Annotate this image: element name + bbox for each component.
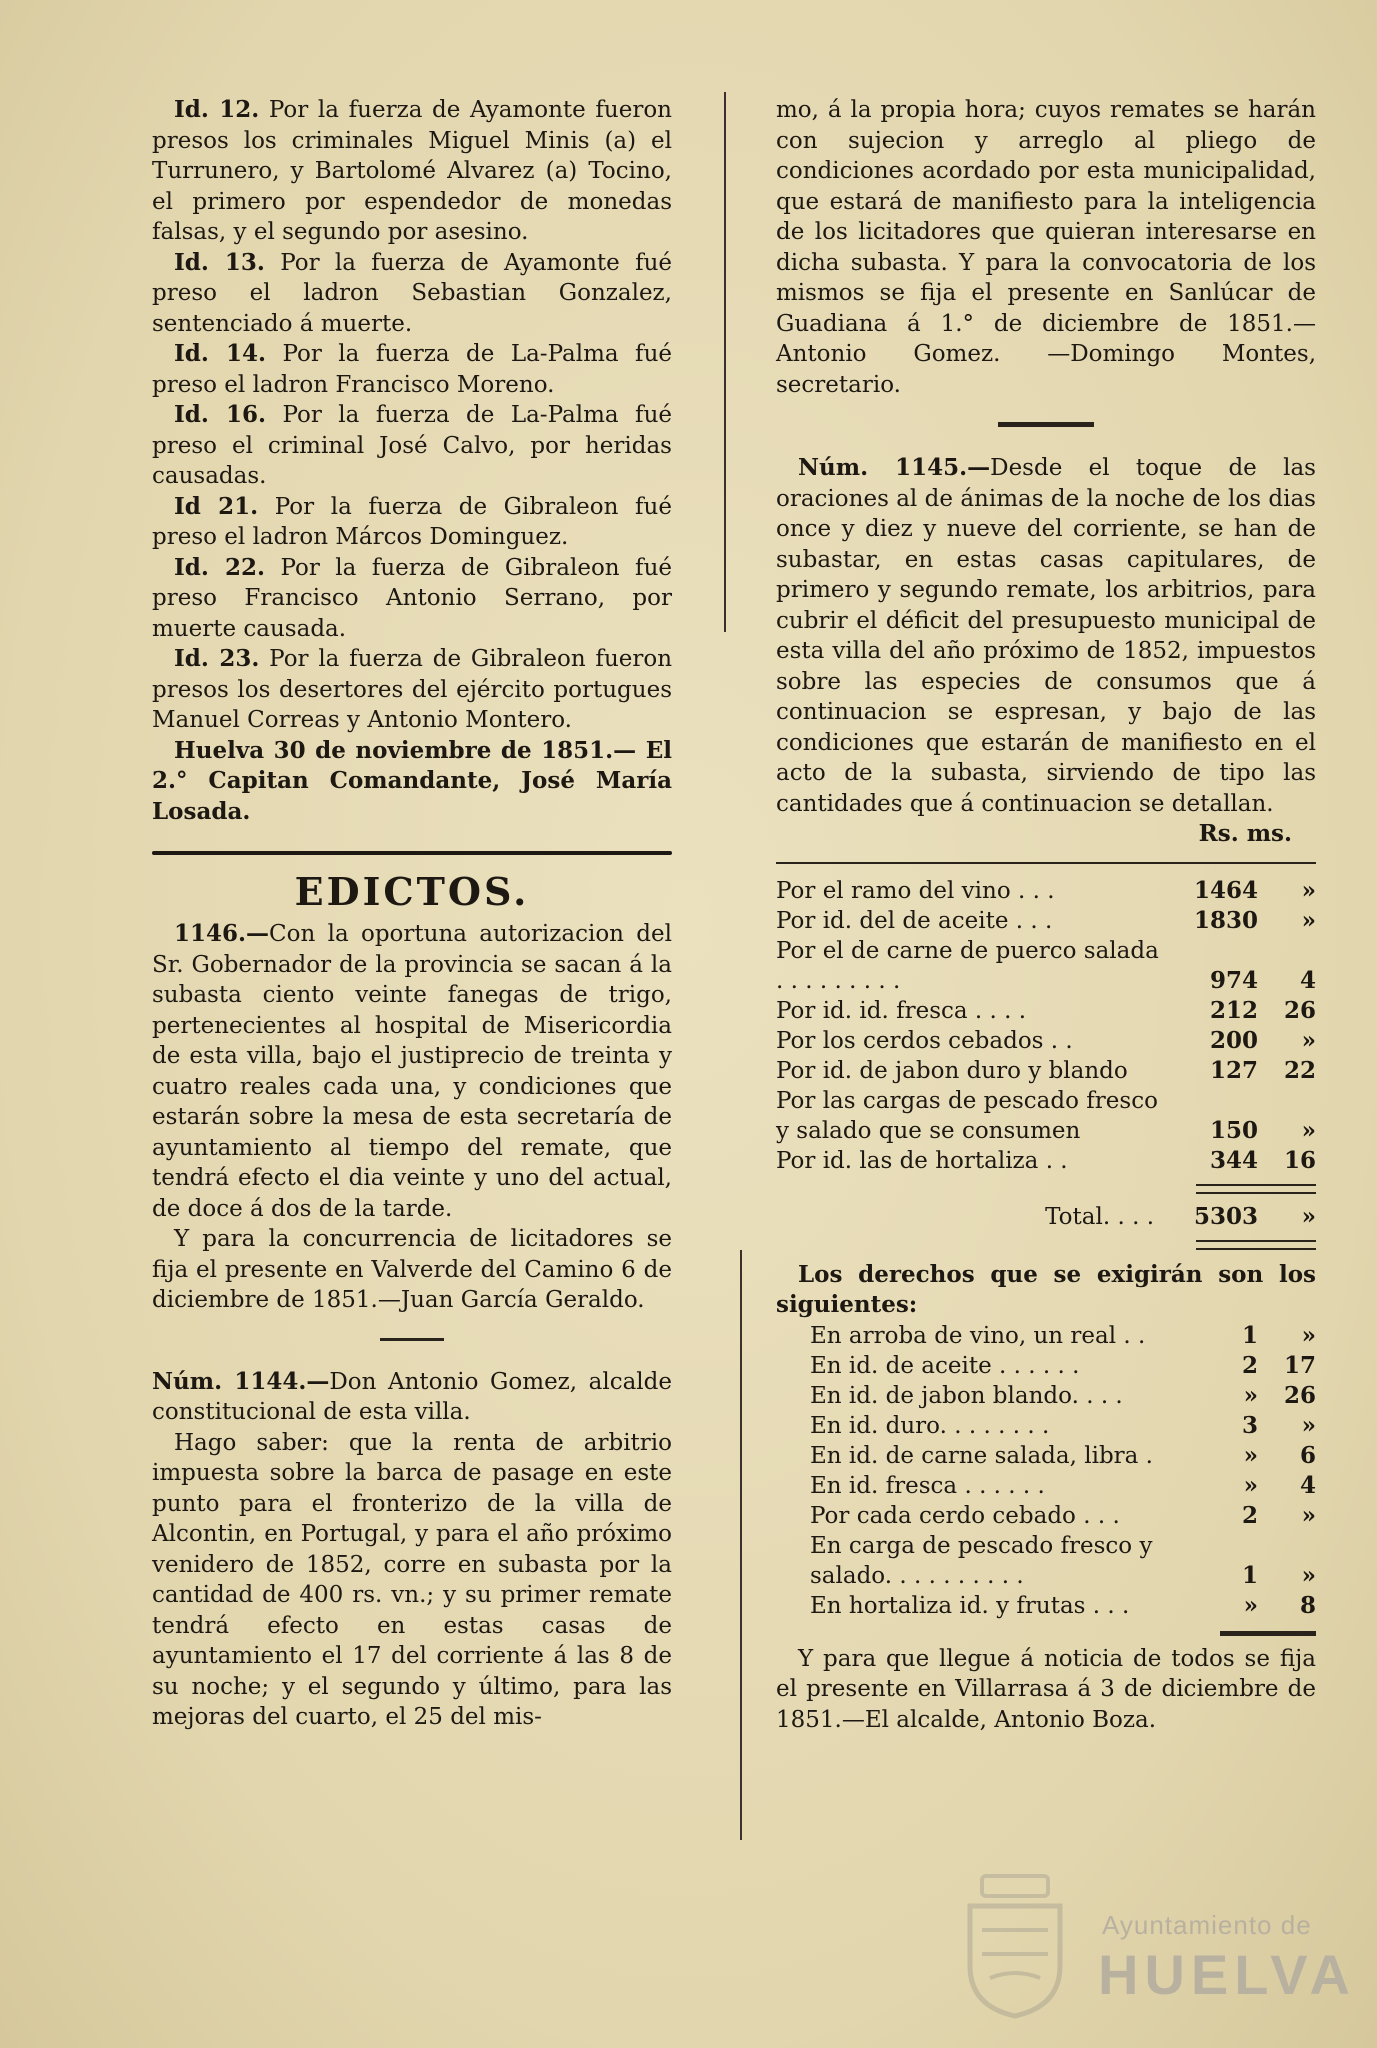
row-label: Por el de carne de puerco salada . . . . . . . . . — [776, 937, 1159, 994]
derecho-row — [776, 1471, 1316, 1501]
row-maravedis: 16 — [1283, 1146, 1316, 1174]
row-maravedis: » — [1301, 1411, 1316, 1439]
row-reales: 212 — [1209, 996, 1258, 1024]
arbitrio-row — [776, 996, 1316, 1026]
row-maravedis: 4 — [1299, 1471, 1316, 1499]
entry-text: Por la fuerza de La-Palma fué preso el criminal José Calvo, por heridas causadas. — [152, 402, 672, 489]
column-divider — [724, 92, 726, 632]
row-label: Por id. de jabon duro y blando — [776, 1057, 1128, 1084]
row-reales: » — [1243, 1381, 1258, 1409]
row-reales: 127 — [1209, 1056, 1258, 1084]
entry-paragraph — [152, 553, 672, 645]
edicto-number: Núm. 1144.— — [152, 1367, 330, 1395]
derecho-row — [776, 1411, 1316, 1441]
entry-paragraph — [152, 248, 672, 340]
separator-rule — [998, 422, 1094, 427]
arbitrios-table — [776, 876, 1316, 1176]
entry-text: Por la fuerza de Gibraleon fué preso Francisco Antonio Serrano, por muerte causada. — [152, 554, 672, 642]
edicto-1146 — [152, 919, 672, 1224]
coat-of-arms-icon — [960, 1870, 1070, 2020]
row-reales: 2 — [1241, 1501, 1258, 1529]
edicto-text: Desde el toque de las oraciones al de ánimas de la noche de los dias once y diez y nueve del corriente, se han de subastar, en estas casas capitulares, de primero y segundo remate, los arbitrios, para cubrir el déficit del presupuesto municipal de esta villa del año próximo de 1852, impuestos sobre las especies de consumos que á continuacion se espresan, y bajo de las condiciones que estarán de manifiesto en el acto de la subasta, sirviendo de tipo las cantidades que á continuacion se detallan. — [776, 455, 1316, 817]
total-rule — [1196, 1240, 1316, 1250]
arbitrio-row — [776, 1146, 1316, 1176]
arbitrio-row — [776, 876, 1316, 906]
row-label: En id. fresca . . . . . . — [810, 1472, 1045, 1499]
entry-label: Id. 12. — [174, 96, 260, 123]
row-label: Por las cargas de pescado fresco y salado que se consumen — [776, 1087, 1158, 1144]
derechos-table — [776, 1321, 1316, 1621]
edicto-1144-head — [152, 1367, 672, 1428]
row-label: En hortaliza id. y frutas . . . — [810, 1592, 1130, 1619]
edicto-1144-text: Hago saber: que la renta de arbitrio impuesta sobre la barca de pasage en este punto para el fronterizo de la villa de Alcontin, en Portugal, y para el año próximo venidero de 1852, corre en subasta por la cantidad de 400 rs. vn.; y su primer remate tendrá efecto en estas casas de ayuntamiento el 17 del corriente á las 8 de su noche; y el segundo y último, para las mejoras del cuarto, el 25 del mis- — [152, 1429, 672, 1730]
entry-text: Por la fuerza de Gibraleon fué preso el ladron Márcos Dominguez. — [152, 493, 672, 550]
row-label: En id. duro. . . . . . . . — [810, 1412, 1050, 1439]
row-label: Por id. id. fresca . . . . — [776, 997, 1027, 1024]
column-divider — [740, 1250, 742, 1840]
derecho-row — [776, 1591, 1316, 1621]
row-maravedis: 17 — [1283, 1351, 1316, 1379]
row-label: Por id. del de aceite . . . — [776, 907, 1053, 934]
entry-label: Id. 23. — [174, 645, 260, 672]
entry-label: Id. 22. — [174, 553, 266, 581]
entry-paragraph — [152, 492, 672, 553]
row-label: Por cada cerdo cebado . . . — [810, 1502, 1120, 1529]
row-maravedis: 26 — [1283, 1381, 1316, 1409]
left-column — [152, 95, 672, 1733]
entry-label: Id. 16. — [174, 401, 267, 428]
watermark-line2: HUELVA — [1098, 1943, 1356, 2006]
continuation-text: mo, á la propia hora; cuyos remates se harán con sujecion y arreglo al pliego de condiciones acordado por esta municipalidad, que estará de manifiesto para la inteligencia de los licitadores que quieran interesarse en dicha subasta. Y para la convocatoria de los mismos se fija el presente en Sanlúcar de Guadiana á 1.° de diciembre de 1851.—Antonio Gomez. —Domingo Montes, secretario. — [776, 97, 1316, 398]
arbitrio-row — [776, 936, 1316, 996]
total-rule — [1196, 1184, 1316, 1194]
arbitrio-row — [776, 906, 1316, 936]
watermark-line1: Ayuntamiento de — [1102, 1910, 1312, 1940]
row-maravedis: » — [1301, 1561, 1316, 1589]
total-row — [776, 1200, 1316, 1232]
total-label: Total. . . . — [1045, 1203, 1154, 1230]
edicto-heading: Don Antonio Gomez, alcalde constitucional de esta villa. — [152, 1368, 672, 1425]
row-maravedis: » — [1301, 906, 1316, 934]
row-reales: 150 — [1209, 1116, 1258, 1144]
total-rs: 5303 — [1193, 1202, 1258, 1230]
row-maravedis: 26 — [1283, 996, 1316, 1024]
derecho-row — [776, 1351, 1316, 1381]
closing-notice: Y para que llegue á noticia de todos se fija el presente en Villarrasa á 3 de diciembre de 1851.—El alcalde, Antonio Boza. — [776, 1645, 1316, 1733]
edicto-closing: Y para la concurrencia de licitadores se fija el presente en Valverde del Camino 6 de diciembre de 1851.—Juan García Geraldo. — [152, 1226, 672, 1313]
edicto-number: 1146.— — [174, 920, 270, 947]
row-maravedis: » — [1301, 1321, 1316, 1349]
derecho-row — [776, 1531, 1316, 1591]
row-reales: » — [1243, 1471, 1258, 1499]
right-column — [776, 95, 1316, 1735]
arbitrio-row — [776, 1026, 1316, 1056]
row-label: En arroba de vino, un real . . — [810, 1322, 1146, 1349]
row-label: Por id. las de hortaliza . . — [776, 1147, 1068, 1174]
derecho-row — [776, 1441, 1316, 1471]
entry-text: Por la fuerza de Ayamonte fueron presos los criminales Miguel Minis (a) el Turrunero, y Bartolomé Alvarez (a) Tocino, el primero por espendedor de monedas falsas, y el segundo por asesino. — [152, 97, 672, 245]
row-maravedis: » — [1301, 1026, 1316, 1054]
row-label: En id. de jabon blando. . . . — [810, 1382, 1123, 1409]
row-reales: 2 — [1241, 1351, 1258, 1379]
entry-text: Por la fuerza de La-Palma fué preso el ladron Francisco Moreno. — [152, 341, 672, 398]
row-reales: 974 — [1209, 966, 1258, 994]
row-reales: 200 — [1209, 1026, 1258, 1054]
arbitrio-row — [776, 1056, 1316, 1086]
derecho-row — [776, 1501, 1316, 1531]
separator-rule — [380, 1338, 444, 1341]
derecho-row — [776, 1321, 1316, 1351]
row-maravedis: » — [1301, 1501, 1316, 1529]
row-maravedis: » — [1301, 1116, 1316, 1144]
row-maravedis: 4 — [1299, 966, 1316, 994]
entry-text: Por la fuerza de Ayamonte fué preso el ladron Sebastian Gonzalez, sentenciado á muerte. — [152, 249, 673, 337]
entry-label: Id. 13. — [174, 248, 265, 276]
derechos-intro: Los derechos que se exigirán son los siguientes: — [776, 1260, 1316, 1318]
row-reales: 1 — [1241, 1561, 1258, 1589]
row-label: En id. de aceite . . . . . . — [810, 1352, 1080, 1379]
derecho-row — [776, 1381, 1316, 1411]
entry-paragraph — [152, 339, 672, 400]
row-maravedis: 22 — [1283, 1056, 1316, 1084]
row-label: En carga de pescado fresco y salado. . . . . . . . . . — [810, 1532, 1153, 1589]
total-table — [776, 1200, 1316, 1232]
entry-label: Id. 14. — [174, 340, 267, 367]
row-reales: 3 — [1241, 1411, 1258, 1439]
edicto-1145 — [776, 453, 1316, 819]
row-reales: 1464 — [1193, 876, 1258, 904]
row-label: En id. de carne salada, libra . — [810, 1442, 1153, 1469]
signature-line: Huelva 30 de noviembre de 1851.— El 2.° Capitan Comandante, José María Losada. — [152, 736, 672, 825]
edicto-text: Con la oportuna autorizacion del Sr. Gobernador de la provincia se sacan á la subasta ciento veinte fanegas de trigo, pertenecientes al hospital de Misericordia de esta villa, bajo el justiprecio de treinta y cuatro reales cada una, y condiciones que estarán sobre la mesa de esta secretaría de ayuntamiento al tiempo del remate, que tendrá efecto el dia veinte y uno del actual, de doce á dos de la tarde. — [152, 921, 672, 1222]
section-title: EDICTOS. — [294, 869, 530, 914]
entry-label: Id 21. — [174, 492, 259, 520]
entry-paragraph — [152, 400, 672, 492]
arbitrio-row — [776, 1086, 1316, 1146]
row-reales: 1830 — [1193, 906, 1258, 934]
edicto-number: Núm. 1145.— — [798, 454, 991, 481]
section-rule — [152, 851, 672, 855]
row-label: Por el ramo del vino . . . — [776, 877, 1055, 904]
row-maravedis: 6 — [1299, 1441, 1316, 1469]
entry-paragraph — [152, 644, 672, 736]
table-rule — [776, 862, 1316, 864]
total-ms: » — [1301, 1202, 1316, 1230]
row-reales: » — [1243, 1441, 1258, 1469]
row-maravedis: » — [1301, 876, 1316, 904]
row-reales: 344 — [1209, 1146, 1258, 1174]
entry-text: Por la fuerza de Gibraleon fueron presos los desertores del ejército portugues Manuel Correas y Antonio Montero. — [152, 646, 673, 733]
row-reales: » — [1243, 1591, 1258, 1619]
notice-entries — [152, 95, 672, 827]
row-maravedis: 8 — [1299, 1591, 1316, 1619]
table-header: Rs. ms. — [1198, 820, 1292, 847]
row-reales: 1 — [1241, 1321, 1258, 1349]
entry-paragraph — [152, 95, 672, 248]
separator-rule — [1220, 1631, 1316, 1636]
row-label: Por los cerdos cebados . . — [776, 1027, 1073, 1054]
